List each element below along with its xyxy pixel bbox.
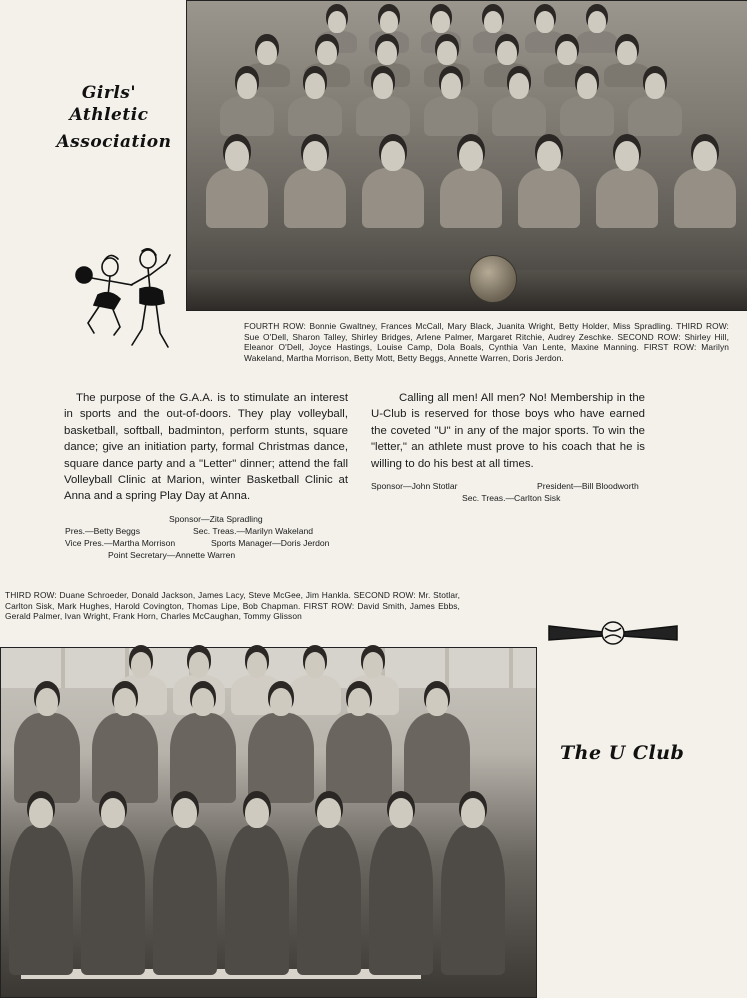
person-figure [170, 713, 236, 803]
crossed-bats-ornament [545, 616, 681, 650]
person-face [484, 11, 502, 33]
person-figure [14, 713, 80, 803]
person-figure [492, 96, 546, 136]
person-face [317, 798, 341, 828]
person-figure [577, 31, 617, 53]
person-face [588, 11, 606, 33]
uclub-president: President—Bill Bloodworth [537, 481, 639, 491]
person-face [305, 73, 326, 99]
person-face [257, 41, 276, 65]
person-face [615, 141, 639, 171]
person-figure [441, 825, 505, 975]
basketball [469, 255, 517, 303]
gaa-title-line1: Girls' Athletic [69, 83, 149, 125]
person-figure [404, 713, 470, 803]
person-figure [220, 96, 274, 136]
uclub-group-photo [0, 647, 537, 998]
person-face [380, 11, 398, 33]
person-face [509, 73, 530, 99]
person-face [389, 798, 413, 828]
gaa-group-photo [186, 0, 747, 311]
person-face [557, 41, 576, 65]
person-face [537, 141, 561, 171]
person-face [437, 41, 456, 65]
person-figure [440, 168, 502, 228]
person-face [245, 798, 269, 828]
gaa-caption: FOURTH ROW: Bonnie Gwaltney, Frances McCall, Mary Black, Juanita Wright, Betty Holder, Miss Spradling. THIRD ROW: Sue O'Dell, Sharon Talley, Shirley Bridges, Arlene Palmer, Margaret Ritchie, Audrey Zeschke. SECOND ROW: Shirley Hill, Eleanor O'Dell, Joyce Hastings, Louise Camp, Dola Boals, Cynthia Van Lente, Maxine Manning. FIRST ROW: Marilyn Wakeland, Martha Morrison, Betty Mott, Betty Beggs, Annette Warren, Doris Jerdon. [244, 321, 729, 363]
person-figure [596, 168, 658, 228]
uclub-title: The U Club [560, 742, 685, 764]
person-figure [628, 96, 682, 136]
person-face [225, 141, 249, 171]
person-face [270, 688, 292, 716]
person-face [363, 652, 384, 678]
person-figure [518, 168, 580, 228]
uclub-sponsor: Sponsor—John Stotlar [371, 481, 458, 491]
person-face [328, 11, 346, 33]
person-figure [284, 168, 346, 228]
person-face [536, 11, 554, 33]
person-figure [362, 168, 424, 228]
gaa-pres: Pres.—Betty Beggs [65, 526, 140, 536]
person-face [377, 41, 396, 65]
person-face [114, 688, 136, 716]
person-face [173, 798, 197, 828]
person-figure [297, 825, 361, 975]
person-face [36, 688, 58, 716]
uclub-paragraph: Calling all men! All men? No! Membership in the U-Club is reserved for those boys who have earned the coveted "U" in any of the major sports. To win the "letter," an athlete must prove to his coach that he is willing to do his best at all times. [371, 392, 645, 470]
gaa-title-line2: Association [56, 132, 172, 152]
person-figure [674, 168, 736, 228]
person-face [381, 141, 405, 171]
gaa-title [44, 82, 184, 154]
person-face [131, 652, 152, 678]
person-face [373, 73, 394, 99]
person-figure [206, 168, 268, 228]
person-figure [326, 713, 392, 803]
gaa-vice-pres: Vice Pres.—Martha Morrison [65, 538, 176, 548]
gaa-paragraph: The purpose of the G.A.A. is to stimulate an interest in sports and the out-of-doors. They play volleyball, basketball, softball, badminton, perform stunts, square dance; give an initiation party, formal Christmas dance, square dance party and a "Letter" dinner; attend the fall Volleyball Clinic at Marion, winter Basketball Clinic at Anna and a spring Play Day at Anna. [64, 392, 348, 503]
gaa-sec-treas: Sec. Treas.—Marilyn Wakeland [193, 526, 314, 536]
person-face [617, 41, 636, 65]
person-face [303, 141, 327, 171]
gaa-point-secretary: Point Secretary—Annette Warren [108, 550, 236, 560]
dancing-girls-illustration [70, 245, 180, 365]
person-figure [604, 63, 650, 87]
gaa-sponsor: Sponsor—Zita Spradling [169, 514, 263, 524]
person-figure [9, 825, 73, 975]
person-face [577, 73, 598, 99]
person-face [441, 73, 462, 99]
person-figure [153, 825, 217, 975]
person-figure [369, 825, 433, 975]
person-figure [225, 825, 289, 975]
person-figure [92, 713, 158, 803]
person-face [192, 688, 214, 716]
person-figure [248, 713, 314, 803]
person-face [348, 688, 370, 716]
uclub-caption: THIRD ROW: Duane Schroeder, Donald Jackson, James Lacy, Steve McGee, Jim Hankla. SECOND ROW: Mr. Stotlar, Carlton Sisk, Mark Hughes, Harold Covington, Thomas Lipe, Bob Chapman. FIRST ROW: David Smith, James Ebbs, Gerald Palmer, Ivan Wright, Frank Horn, Charles McCaughan, Tommy Glisson [5, 590, 460, 622]
gym-floor [187, 270, 747, 310]
person-face [247, 652, 268, 678]
person-face [189, 652, 210, 678]
person-face [432, 11, 450, 33]
person-face [426, 688, 448, 716]
person-figure [356, 96, 410, 136]
person-figure [560, 96, 614, 136]
person-face [29, 798, 53, 828]
person-face [461, 798, 485, 828]
person-figure [288, 96, 342, 136]
person-face [459, 141, 483, 171]
person-figure [424, 96, 478, 136]
person-face [645, 73, 666, 99]
gaa-sports-manager: Sports Manager—Doris Jerdon [211, 538, 330, 548]
person-figure [81, 825, 145, 975]
person-face [305, 652, 326, 678]
person-face [237, 73, 258, 99]
person-face [317, 41, 336, 65]
person-face [497, 41, 516, 65]
person-face [101, 798, 125, 828]
uclub-sec-treas: Sec. Treas.—Carlton Sisk [462, 493, 561, 503]
person-face [693, 141, 717, 171]
person-figure [289, 675, 341, 715]
